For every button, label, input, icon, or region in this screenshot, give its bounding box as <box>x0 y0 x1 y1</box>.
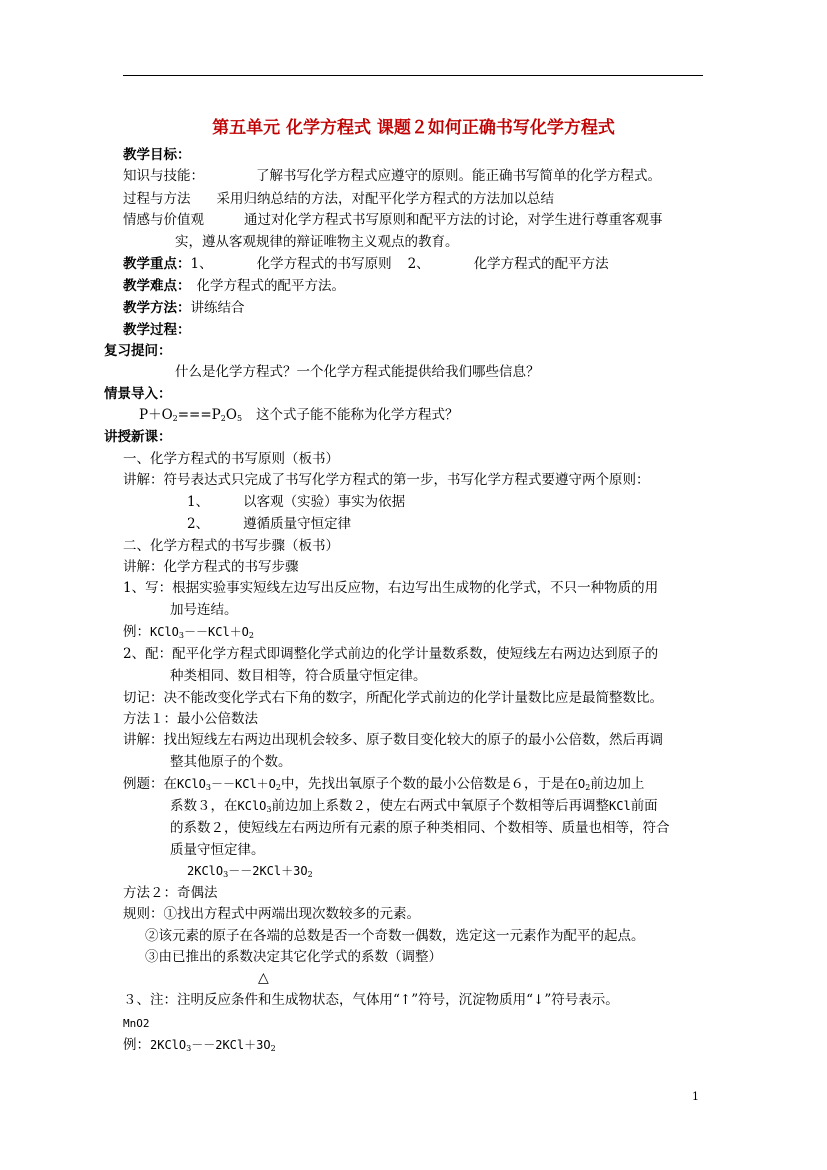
explain-1: 讲解：符号表达式只完成了书写化学方程式的第一步，书写化学方程式要遵守两个原则： <box>123 472 650 488</box>
example-1: 例：$KClO_3--KCl+O_2$ <box>123 624 254 640</box>
step-3: ３、注：注明反应条件和生成物状态，气体用“↑”符号，沉淀物质用“↓”符号表示。 <box>123 992 619 1008</box>
method-line: 教学方法：讲练结合 <box>123 300 245 316</box>
step-1: 1、写：根据实验事实短线左边写出反应物，右边写出生成物的化学式，不只一种物质的用 <box>123 580 659 596</box>
caution-line: 切记：决不能改变化学式右下角的数字，所配化学式前边的化学计量数比应是最简整数比。 <box>123 690 663 706</box>
review-question: 什么是化学方程式？一个化学方程式能提供给我们哪些信息？ <box>175 364 540 380</box>
example-2-line-3: 的系数２，使短线左右两边所有元素的原子种类相同、个数相等、质量也相等，符合 <box>170 820 670 836</box>
intro-equation: $P+O_2===P_2O_5$ 这个式子能不能称为化学方程式？ <box>139 407 459 423</box>
page-number: 1 <box>692 1090 699 1103</box>
new-lesson-heading: 讲授新课： <box>104 429 172 445</box>
step-2: 2、配：配平化学方程式即调整化学式前边的化学计量数系数，使短线左右两边达到原子的 <box>123 646 659 662</box>
method-1: 方法１：最小公倍数法 <box>123 711 258 727</box>
principle-1: 1、 以客观（实验）事实为依据 <box>187 494 406 510</box>
section-1: 一、化学方程式的书写原则（板书） <box>123 451 339 467</box>
example-2-line-1: 例题：在$KClO_3--KCl+O_2$中，先找出氧原子个数的最小公倍数是６，于是在$O_2$前边加上 <box>123 776 645 792</box>
rule-1: 规则：①找出方程式中两端出现次数较多的元素。 <box>123 906 420 922</box>
emotion-line: 情感与价值观 通过对化学方程式书写原则和配平方法的讨论，对学生进行尊重客观事 <box>123 212 663 228</box>
goals-heading: 教学目标： <box>123 147 191 163</box>
difficulty-line: 教学难点： 化学方程式的配平方法。 <box>123 278 345 294</box>
example-2-line-4: 质量守恒定律。 <box>170 842 265 858</box>
example-3: 例：$2KClO_3--2KCl+3O_2$ <box>123 1037 276 1053</box>
section-2: 二、化学方程式的书写步骤（板书） <box>123 538 339 554</box>
key-points-line: 教学重点：1、 化学方程式的书写原则 2、 化学方程式的配平方法 <box>123 256 609 272</box>
page-title: 第五单元 化学方程式 课题２如何正确书写化学方程式 <box>212 118 615 138</box>
example-2-line-2: 系数３，在KClO$_3$前边加上系数２，使左右两式中氧原子个数相等后再调整KCl前面 <box>170 798 658 814</box>
explain-2: 讲解：化学方程式的书写步骤 <box>123 559 299 575</box>
method-2: 方法２：奇偶法 <box>123 885 218 901</box>
emotion-line-2: 实，遵从客观规律的辩证唯物主义观点的教育。 <box>175 234 459 250</box>
example-2-equation: $2KClO_3--2KCl+3O_2$ <box>187 864 313 879</box>
step-2-cont: 种类相同、数目相等，符合质量守恒定律。 <box>170 668 427 684</box>
explain-3: 讲解：找出短线左右两边出现机会较多、原子数目变化较大的原子的最小公倍数，然后再调 <box>123 732 663 748</box>
explain-3-cont: 整其他原子的个数。 <box>170 754 292 770</box>
knowledge-line: 知识与技能： 了解书写化学方程式应遵守的原则。能正确书写简单的化学方程式。 <box>123 168 661 184</box>
process-line: 过程与方法 采用归纳总结的方法，对配平化学方程式的方法加以总结 <box>123 191 554 207</box>
principle-2: 2、 遵循质量守恒定律 <box>187 516 352 532</box>
step-1-cont: 加号连结。 <box>170 602 238 618</box>
intro-heading: 情景导入： <box>104 386 172 402</box>
rule-3: ③由已推出的系数决定其它化学式的系数（调整） <box>145 949 442 965</box>
heat-triangle-symbol: △ <box>258 970 269 986</box>
review-heading: 复习提问： <box>104 343 172 359</box>
header-rule <box>123 75 703 76</box>
process-heading: 教学过程： <box>123 322 191 338</box>
rule-2: ②该元素的原子在各端的总数是否一个奇数一偶数，选定这一元素作为配平的起点。 <box>145 928 645 944</box>
catalyst-label: MnO2 <box>123 1017 150 1030</box>
